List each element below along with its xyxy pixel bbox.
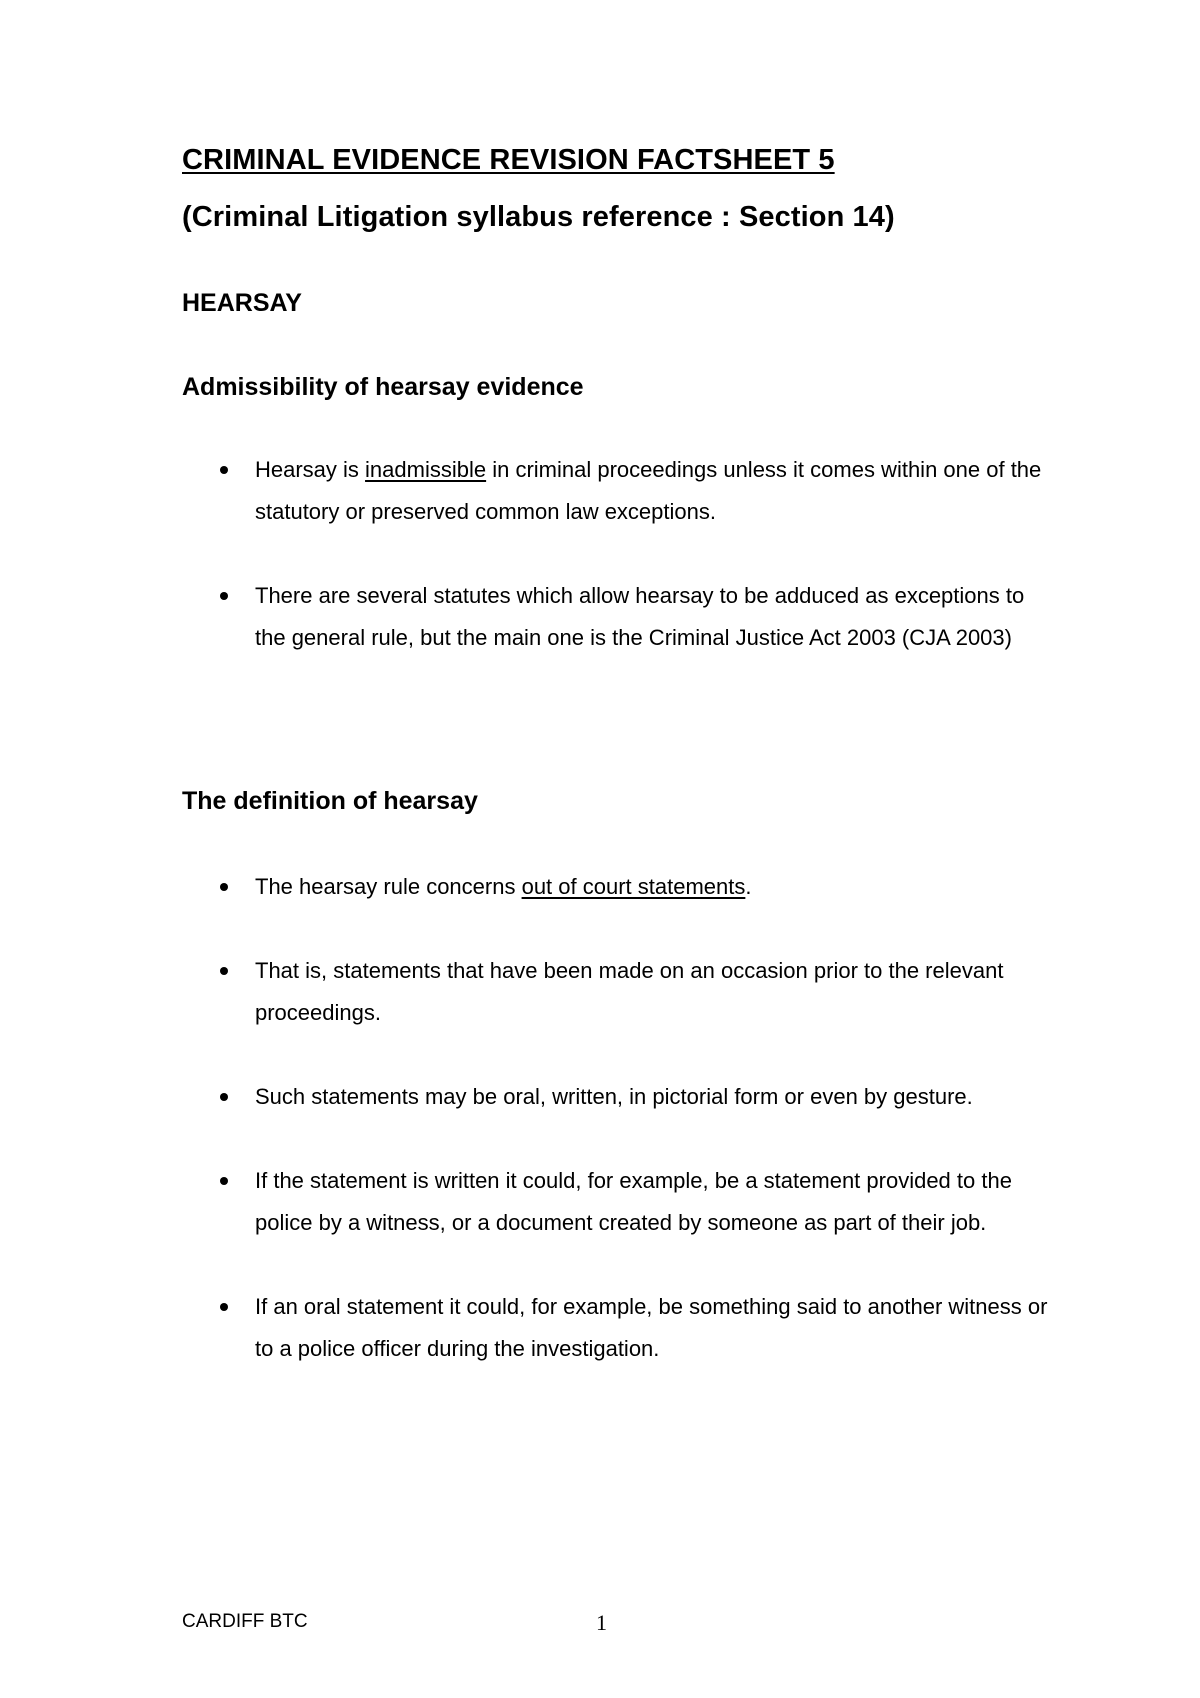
bullet-text: Hearsay is inadmissible in criminal proceedings unless it comes within one of the statutory or preserved common law exceptions.	[255, 457, 1042, 524]
bullet-icon	[220, 1177, 228, 1185]
bullet-text: Such statements may be oral, written, in pictorial form or even by gesture.	[255, 1084, 973, 1109]
bullet-text: The hearsay rule concerns out of court statements.	[255, 874, 752, 899]
list-item	[182, 1286, 1052, 1370]
bullet-icon	[220, 466, 228, 474]
heading-definition: The definition of hearsay	[182, 787, 478, 815]
underlined-term: out of court statements	[521, 874, 746, 899]
section-heading-hearsay: HEARSAY	[182, 289, 302, 317]
page-number: 1	[596, 1610, 607, 1635]
admissibility-bullet-list	[182, 449, 1052, 701]
bullet-text: If an oral statement it could, for example, be something said to another witness or to a police officer during the investigation.	[255, 1294, 1048, 1361]
list-item	[182, 866, 1052, 908]
bullet-text: There are several statutes which allow hearsay to be adduced as exceptions to the general rule, but the main one is the Criminal Justice Act 2003 (CJA 2003)	[255, 583, 1025, 650]
bullet-icon	[220, 1303, 228, 1311]
list-item	[182, 1076, 1052, 1118]
document-subtitle: (Criminal Litigation syllabus reference : Section 14)	[182, 201, 895, 233]
list-item	[182, 950, 1052, 1034]
underlined-term: inadmissible	[365, 457, 487, 482]
document-title: CRIMINAL EVIDENCE REVISION FACTSHEET 5	[182, 144, 835, 176]
bullet-icon	[220, 592, 228, 600]
bullet-icon	[220, 883, 228, 891]
footer-organization: CARDIFF BTC	[182, 1611, 308, 1632]
heading-admissibility: Admissibility of hearsay evidence	[182, 373, 584, 401]
definition-bullet-list	[182, 866, 1052, 1412]
bullet-icon	[220, 967, 228, 975]
list-item	[182, 1160, 1052, 1244]
list-item	[182, 449, 1052, 533]
list-item	[182, 575, 1052, 659]
bullet-text: That is, statements that have been made on an occasion prior to the relevant proceedings.	[255, 958, 1004, 1025]
bullet-text: If the statement is written it could, for example, be a statement provided to the police by a witness, or a document created by someone as part of their job.	[255, 1168, 1012, 1235]
bullet-icon	[220, 1093, 228, 1101]
